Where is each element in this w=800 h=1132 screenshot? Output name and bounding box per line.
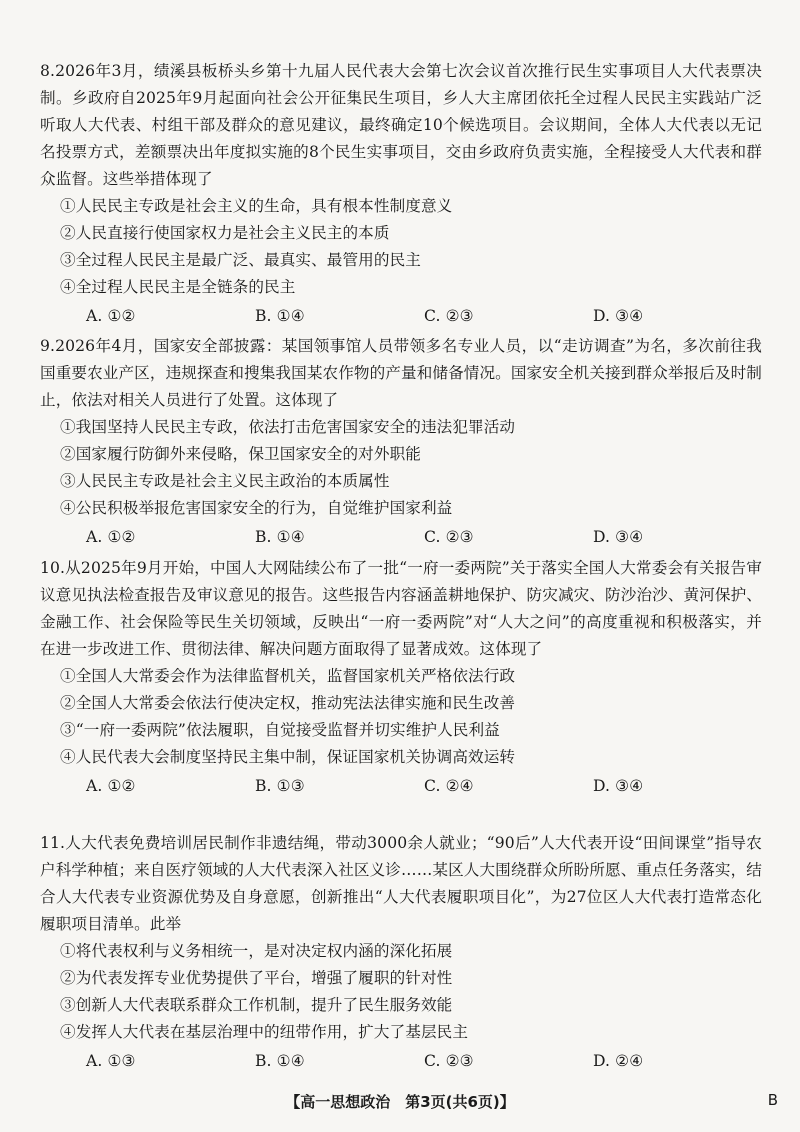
statement: ①将代表权利与义务相统一，是对决定权内涵的深化拓展	[60, 942, 453, 960]
statement: ④人民代表大会制度坚持民主集中制，保证国家机关协调高效运转	[60, 748, 516, 766]
question-number: 9.	[40, 337, 56, 355]
answer-choices	[40, 524, 762, 551]
answer-choices	[40, 773, 762, 800]
choice-d: D. ③④	[593, 307, 644, 325]
statement: ④公民积极举报危害国家安全的行为，自觉维护国家利益	[60, 499, 453, 517]
statement: ④发挥人大代表在基层治理中的纽带作用，扩大了基层民主	[60, 1023, 469, 1041]
question-8	[40, 58, 762, 330]
choice-a: A. ①③	[86, 1052, 136, 1070]
choice-d: D. ②④	[593, 1052, 644, 1070]
statement: ①人民民主专政是社会主义的生命，具有根本性制度意义	[60, 197, 453, 215]
statement: ②国家履行防御外来侵略，保卫国家安全的对外职能	[60, 445, 421, 463]
question-stem	[40, 555, 762, 663]
question-text: 2026年4月，国家安全部披露：某国领事馆人员带领多名专业人员，以“走访调查”为名，多次前往我国重要农业产区，违规探查和搜集我国某农作物的产量和储备情况。国家安全机关接到群众举报后及时制止，依法对相关人员进行了处置。这体现了	[40, 337, 762, 409]
choice-c: C. ②③	[424, 1052, 474, 1070]
question-11	[40, 830, 762, 1075]
question-number: 8.	[40, 62, 56, 80]
question-10	[40, 555, 762, 800]
answer-choices	[40, 303, 762, 330]
choice-c: C. ②③	[424, 528, 474, 546]
question-stem	[40, 830, 762, 938]
question-text: 从2025年9月开始，中国人大网陆续公布了一批“一府一委两院”关于落实全国人大常委会有关报告审议意见执法检查报告及审议意见的报告。这些报告内容涵盖耕地保护、防灾减灾、防沙治沙、黄河保护、金融工作、社会保险等民生关切领域，反映出“一府一委两院”对“人大之问”的高度重视和积极落实，并在进一步改进工作、贯彻法律、解决问题方面取得了显著成效。这体现了	[40, 559, 762, 658]
statement: ①我国坚持人民民主专政，依法打击危害国家安全的违法犯罪活动	[60, 418, 516, 436]
question-number: 10.	[40, 559, 66, 577]
statement: ②全国人大常委会依法行使决定权，推动宪法法律实施和民生改善	[60, 694, 516, 712]
choice-b: B. ①④	[255, 528, 305, 546]
statement: ③“一府一委两院”依法履职，自觉接受监督并切实维护人民利益	[60, 721, 500, 739]
choice-c: C. ②④	[424, 777, 474, 795]
page-footer: 【高一思想政治 第3页(共6页)】	[285, 1093, 515, 1111]
choice-c: C. ②③	[424, 307, 474, 325]
choice-b: B. ①④	[255, 1052, 305, 1070]
choice-b: B. ①③	[255, 777, 305, 795]
statement: ③创新人大代表联系群众工作机制，提升了民生服务效能	[60, 996, 453, 1014]
question-number: 11.	[40, 834, 66, 852]
choice-b: B. ①④	[255, 307, 305, 325]
statement: ③人民民主专政是社会主义民主政治的本质属性	[60, 472, 390, 490]
question-text: 人大代表免费培训居民制作非遗结绳，带动3000余人就业；“90后”人大代表开设“田间课堂”指导农户科学种植；来自医疗领域的人大代表深入社区义诊……某区人大围绕群众所盼所愿、重点任务落实，结合人大代表专业资源优势及自身意愿，创新推出“人大代表履职项目化”，为27位区人大代表打造常态化履职项目清单。此举	[40, 834, 762, 933]
choice-d: D. ③④	[593, 777, 644, 795]
statement: ②人民直接行使国家权力是社会主义民主的本质	[60, 224, 390, 242]
choice-a: A. ①②	[86, 777, 136, 795]
paper-version: B	[767, 1091, 778, 1109]
question-9	[40, 333, 762, 551]
question-text: 2026年3月，绩溪县板桥头乡第十九届人民代表大会第七次会议首次推行民生实事项目人大代表票决制。乡政府自2025年9月起面向社会公开征集民生项目，乡人大主席团依托全过程人民民主实践站广泛听取人大代表、村组干部及群众的意见建议，最终确定10个候选项目。会议期间，全体人大代表以无记名投票方式，差额票决出年度拟实施的8个民生实事项目，交由乡政府负责实施，全程接受人大代表和群众监督。这些举措体现了	[40, 62, 762, 188]
statement: ②为代表发挥专业优势提供了平台，增强了履职的针对性	[60, 969, 453, 987]
statement: ①全国人大常委会作为法律监督机关，监督国家机关严格依法行政	[60, 667, 516, 685]
statement: ③全过程人民民主是最广泛、最真实、最管用的民主	[60, 251, 421, 269]
choice-d: D. ③④	[593, 528, 644, 546]
question-stem	[40, 333, 762, 414]
choice-a: A. ①②	[86, 528, 136, 546]
choice-a: A. ①②	[86, 307, 136, 325]
question-stem	[40, 58, 762, 193]
statement: ④全过程人民民主是全链条的民主	[60, 278, 296, 296]
answer-choices	[40, 1048, 762, 1075]
